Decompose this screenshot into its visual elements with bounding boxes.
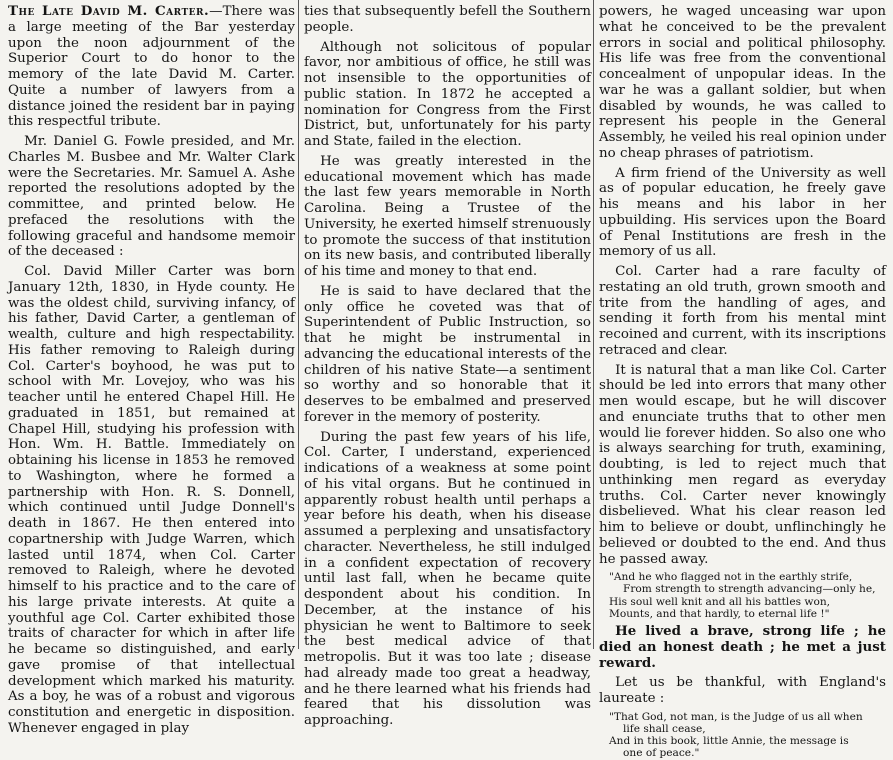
column-1: [8, 3, 295, 736]
paragraph: Let us be thankful, with England's laureate :: [599, 675, 886, 707]
paragraph: Mr. Daniel G. Fowle presided, and Mr. Charles M. Busbee and Mr. Walter Clark were the Secretaries. Mr. Samuel A. Ashe reported the resolutions adopted by the committee, and printed below. He prefaced the resolutions with the following graceful and handsome memoir of the deceased :: [8, 134, 295, 260]
paragraph: He is said to have declared that the only office he coveted was that of Superintendent of Public Instruction, so that he might be instrumental in advancing the educational interests of the children of his native State—a sentiment so worthy and so honorable that it deserves to be embalmed and preserved forever in the memory of posterity.: [304, 283, 591, 425]
column-rule: [593, 0, 594, 649]
column-rule: [298, 0, 299, 649]
paragraph: He lived a brave, strong life ; he died an honest death ; he met a just reward.: [599, 623, 886, 671]
paragraph: It is natural that a man like Col. Carter should be led into errors that many other men would escape, but he will discover and enunciate truths that to other men would lie forever hidden. So also one who is always searching for truth, examining, doubting, is led to reject much that unthinking men regard as everyday truths. Col. Carter never knowingly disbelieved. What his clear reason led him to believe or doubt, unflinchingly he believed or doubted to the end. And thus he passed away.: [599, 362, 886, 567]
verse-quote: "And he who flagged not in the earthly strife, From strength to strength advancing—only he, His soul well knit and all his battles won, Mounts, and that hardly, to eternal life !": [609, 571, 876, 620]
verse-quote: "That God, not man, is the Judge of us all when life shall cease, And in this book, little Annie, the message is one of peace.": [609, 710, 863, 760]
paragraph: Col. David Miller Carter was born January 12th, 1830, in Hyde county. He was the oldest child, surviving infancy, of his father, David Carter, a gentleman of wealth, culture and high respectability. His father removing to Raleigh during Col. Carter's boyhood, he was put to school with Mr. Lovejoy, who was his teacher until he entered Chapel Hill. He graduated in 1851, but remained at Chapel Hill, studying his profession with Hon. Wm. H. Battle. Immediately on obtaining his license in 1853 he removed to Washington, where he formed a partnership with Hon. R. S. Donnell, which continued until Judge Donnell's death in 1867. He then entered into copartnership with Judge Warren, which lasted until 1874, when Col. Carter removed to Raleigh, where he devoted himself to his practice and to the care of his large private interests. At quite a youthful age Col. Carter exhibited those traits of character for which in after life he became so distinguished, and early gave promise of that intellectual development which marked his maturity. As a boy, he was of a robust and vigorous constitution and energetic in disposition. Whenever engaged in play: [8, 264, 295, 736]
paragraph: ties that subsequently befell the Southern people.: [304, 4, 591, 35]
paragraph: Although not solicitous of popular favor, nor ambitious of office, he still was not insensible to the opportunities of public station. In 1872 he accepted a nomination for Congress from the First District, but, unfortunately for his party and State, failed in the election.: [304, 39, 591, 149]
paragraph: He was greatly interested in the educational movement which has made the last few years memorable in North Carolina. Being a Trustee of the University, he exerted himself strenuously to promote the success of that institution on its new basis, and contributed liberally of his time and money to that end.: [304, 153, 591, 279]
paragraph: powers, he waged unceasing war upon what he conceived to be the prevalent errors in social and political philosophy. His life was free from the conventional concealment of unpopular ideas. In the war he was a gallant soldier, but when disabled by wounds, he was called to represent his people in the General Assembly, he veiled his real opinion under no cheap phrases of patriotism.: [599, 4, 886, 161]
lead-paragraph: The Late David M. Carter.—There was a large meeting of the Bar yesterday upon the noon adjournment of the Superior Court to do honor to the memory of the late David M. Carter. Quite a number of lawyers from a distance joined the resident bar in paying this respectful tribute.: [8, 3, 295, 130]
paragraph: During the past few years of his life, Col. Carter, I understand, experienced indications of a weakness at some point of his vital organs. But he continued in apparently robust health until perhaps a year before his death, when his disease assumed a perplexing and unsatisfactory character. Nevertheless, he still indulged in a confident expectation of recovery until last fall, when he became quite despondent about his condition. In December, at the instance of his physician he went to Baltimore to seek the best medical advice of that metropolis. But it was too late ; disease had already made too great a headway, and he there learned what his friends had feared that his dissolution was approaching.: [304, 429, 591, 728]
headline: The Late David M. Carter.: [8, 3, 210, 19]
paragraph: A firm friend of the University as well as of popular education, he freely gave his means and his labor in her upbuilding. His services upon the Board of Penal Institutions are fresh in the memory of us all.: [599, 165, 886, 260]
paragraph: Col. Carter had a rare faculty of restating an old truth, grown smooth and trite from the handling of ages, and sending it forth from his mental mint recoined and current, with its inscriptions retraced and clear.: [599, 264, 886, 358]
column-3: [599, 4, 886, 760]
column-2: [304, 4, 591, 728]
